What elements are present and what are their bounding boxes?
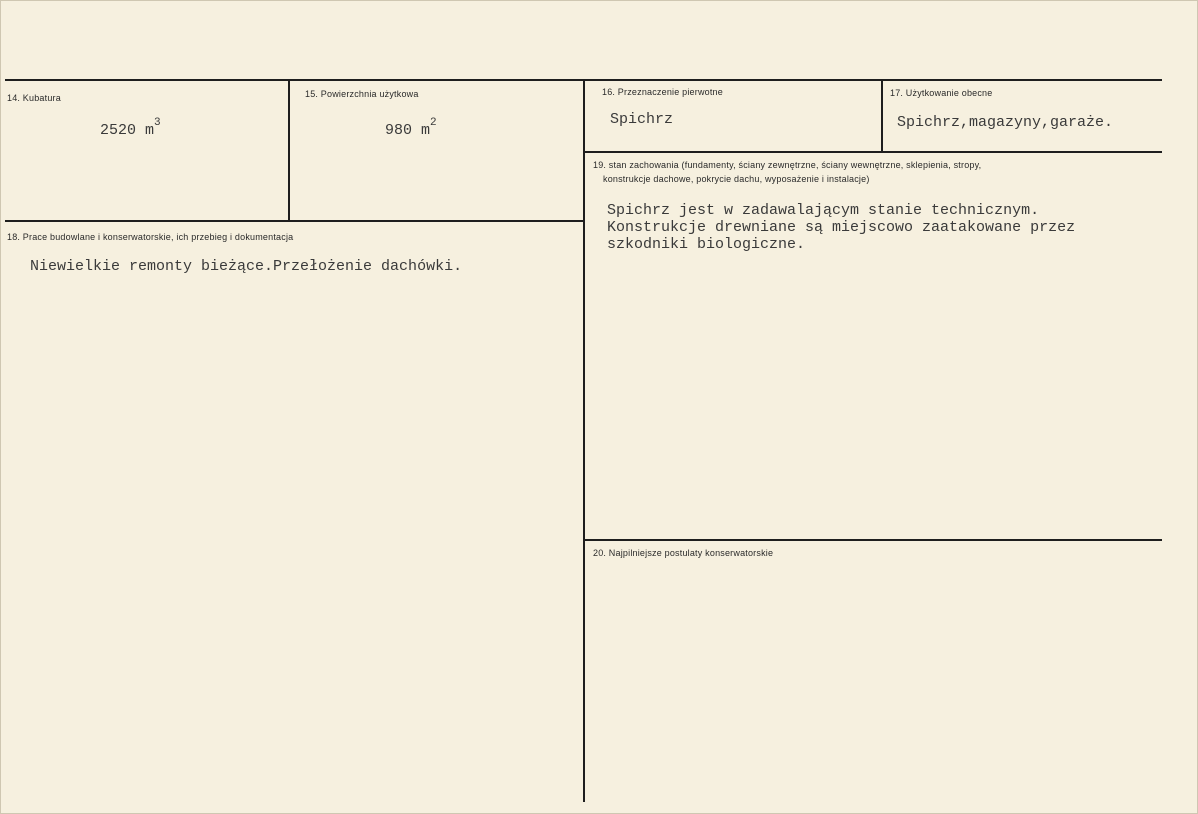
field-19-value-line2: Konstrukcje drewniane są miejscowo zaatakowane przez <box>607 219 1076 236</box>
rule-below-16-17 <box>584 151 1162 153</box>
field-16-value: Spichrz <box>610 111 674 128</box>
field-15-label: 15. Powierzchnia użytkowa <box>305 89 419 99</box>
rule-below-14-15 <box>5 220 585 222</box>
kubatura-unit: $m^3$ <box>145 117 161 139</box>
divider-16-17 <box>881 80 883 153</box>
field-20-label: 20. Najpilniejsze postulaty konserwatorskie <box>593 548 774 558</box>
field-19-value-line3: szkodniki biologiczne. <box>607 236 806 253</box>
field-18-label: 18. Prace budowlane i konserwatorskie, ich przebieg i dokumentacja <box>7 232 294 242</box>
kubatura-number: 2520 <box>100 122 137 139</box>
divider-14-15 <box>288 80 290 222</box>
field-19-value-line1: Spichrz jest w zadawalającym stanie technicznym. <box>607 202 1040 219</box>
field-19-label-line1: 19. stan zachowania (fundamenty, ściany zewnętrzne, ściany wewnętrzne, sklepienia, stropy, <box>593 160 982 170</box>
field-16-label: 16. Przeznaczenie pierwotne <box>602 87 723 97</box>
field-17-value: Spichrz,magazyny,garaże. <box>897 114 1114 131</box>
field-14-value <box>100 117 161 139</box>
field-17-label: 17. Użytkowanie obecne <box>890 88 993 98</box>
field-19-label-line2: konstrukcje dachowe, pokrycie dachu, wyposażenie i instalacje) <box>603 174 870 184</box>
field-18-value: Niewielkie remonty bieżące.Przełożenie dachówki. <box>30 258 463 275</box>
field-15-value <box>385 117 437 139</box>
powierzchnia-unit: $m^2$ <box>421 117 437 139</box>
powierzchnia-number: 980 <box>385 122 413 139</box>
main-vertical-divider <box>583 80 585 802</box>
rule-above-20 <box>584 539 1162 541</box>
field-14-label: 14. Kubatura <box>7 93 61 103</box>
